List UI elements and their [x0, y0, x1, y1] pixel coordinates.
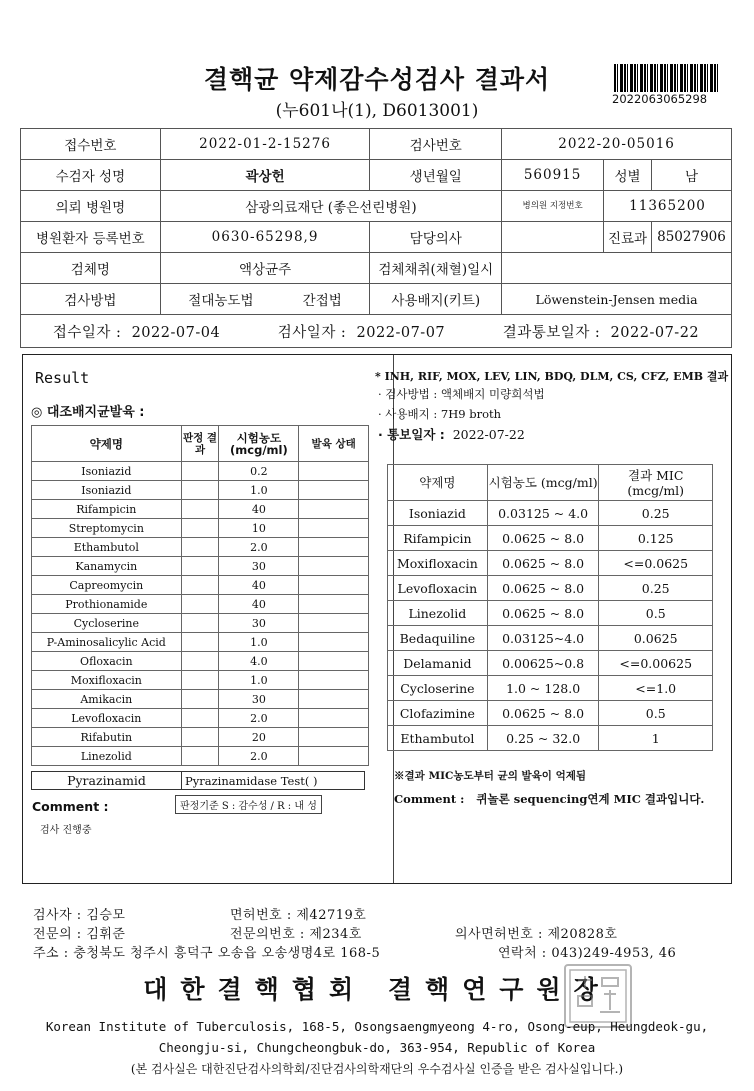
test-no: 2022-20-05016 — [502, 129, 732, 160]
growth-status — [299, 652, 369, 671]
judge-result — [181, 576, 219, 595]
table-row — [32, 709, 369, 728]
mic-result: 0.25 — [599, 576, 713, 601]
table-row — [32, 595, 369, 614]
mic-range: 0.0625 ~ 8.0 — [487, 526, 599, 551]
mic-result: <=0.00625 — [599, 651, 713, 676]
table-row — [388, 626, 713, 651]
judge-result — [181, 709, 219, 728]
judge-result — [181, 690, 219, 709]
table-row — [32, 671, 369, 690]
patient-name: 곽상헌 — [160, 160, 370, 191]
english-address-1: Korean Institute of Tuberculosis, 168-5, Osongsaengmyeong 4-ro, Osong-eup, Heungdeok-gu, — [45, 1019, 709, 1034]
test-concentration: 40 — [219, 576, 299, 595]
growth-status — [299, 671, 369, 690]
table-row — [388, 701, 713, 726]
mic-col-conc: 시험농도 (mcg/ml) — [487, 465, 599, 501]
reported-date: 결과통보일자 : 2022-07-22 — [502, 324, 700, 341]
mic-drug-list: * INH, RIF, MOX, LEV, LIN, BDQ, DLM, CS, CFZ, EMB 결과 — [375, 370, 729, 383]
test-concentration: 0.2 — [219, 462, 299, 481]
growth-status — [299, 709, 369, 728]
tested-date: 검사일자 : 2022-07-07 — [277, 324, 446, 341]
test-concentration: 20 — [219, 728, 299, 747]
table-row — [388, 501, 713, 526]
table-row — [32, 557, 369, 576]
test-concentration: 10 — [219, 519, 299, 538]
birth-label: 생년월일 — [370, 160, 502, 191]
growth-status — [299, 481, 369, 500]
dates-row — [21, 315, 732, 348]
test-concentration: 30 — [219, 557, 299, 576]
table-row — [388, 576, 713, 601]
judgment-criteria: 판정기준 S : 감수성 / R : 내 성 — [175, 795, 322, 814]
control-growth-title: ◎ 대조배지균발육 : — [31, 405, 145, 420]
patient-name-label: 수검자 성명 — [21, 160, 161, 191]
pza-drug: Pyrazinamid — [32, 772, 182, 790]
mic-result: 0.0625 — [599, 626, 713, 651]
drug-name: Kanamycin — [32, 557, 182, 576]
table-row — [32, 614, 369, 633]
table-row — [388, 651, 713, 676]
hospital-code: 11365200 — [604, 191, 732, 222]
left-comment: 검사 진행중 — [40, 825, 92, 836]
drug-name: Isoniazid — [32, 462, 182, 481]
growth-status — [299, 557, 369, 576]
drug-name: Rifabutin — [32, 728, 182, 747]
test-concentration: 1.0 — [219, 671, 299, 690]
mic-range: 0.0625 ~ 8.0 — [487, 551, 599, 576]
growth-status — [299, 614, 369, 633]
mic-result: 1 — [599, 726, 713, 751]
drug-name: Isoniazid — [32, 481, 182, 500]
judge-result — [181, 500, 219, 519]
test-concentration: 2.0 — [219, 747, 299, 766]
mic-range: 0.0625 ~ 8.0 — [487, 601, 599, 626]
table-row — [388, 726, 713, 751]
mic-result: <=1.0 — [599, 676, 713, 701]
growth-status — [299, 576, 369, 595]
growth-status — [299, 462, 369, 481]
barcode — [614, 64, 720, 92]
institute-name: 대한결핵협회 결핵연구원장 — [143, 975, 611, 1004]
received-date: 접수일자 : 2022-07-04 — [52, 324, 221, 341]
hospital-label: 의뢰 병원명 — [21, 191, 161, 222]
mic-medium: · 사용배지 : 7H9 broth — [378, 407, 502, 421]
drug-name: Moxifloxacin — [32, 671, 182, 690]
certification-note: (본 검사실은 대한진단검사의학회/진단검사의학재단의 우수검사실 인증을 받은 검사실입니다.) — [130, 1062, 624, 1076]
examiner-license: 면허번호 : 제42719호 — [230, 908, 367, 923]
mic-table — [387, 464, 713, 751]
mic-drug-name: Delamanid — [388, 651, 488, 676]
sex-value: 남 — [651, 160, 731, 191]
drug-name: Ofloxacin — [32, 652, 182, 671]
table-row — [32, 690, 369, 709]
mic-col-result: 결과 MIC (mcg/ml) — [599, 465, 713, 501]
mic-drug-name: Levofloxacin — [388, 576, 488, 601]
judge-result — [181, 519, 219, 538]
judge-result — [181, 595, 219, 614]
result-section — [22, 354, 732, 884]
address: 주소 : 충청북도 청주시 흥덕구 오송읍 오송생명4로 168-5 — [33, 946, 381, 961]
contact: 연락처 : 043)249-4953, 46 — [498, 946, 677, 961]
medium-value: Löwenstein-Jensen media — [502, 284, 732, 315]
drug-name: Ethambutol — [32, 538, 182, 557]
table-row — [32, 519, 369, 538]
hospital-code-label: 병의원 지정번호 — [502, 191, 604, 222]
pyrazinamide-row — [31, 771, 365, 790]
drug-name: Linezolid — [32, 747, 182, 766]
table-row — [32, 652, 369, 671]
sex-label: 성별 — [604, 160, 652, 191]
test-concentration: 2.0 — [219, 709, 299, 728]
mic-range: 0.03125 ~ 4.0 — [487, 501, 599, 526]
judge-result — [181, 728, 219, 747]
test-concentration: 30 — [219, 614, 299, 633]
mic-result: 0.125 — [599, 526, 713, 551]
judge-result — [181, 557, 219, 576]
mic-range: 1.0 ~ 128.0 — [487, 676, 599, 701]
mic-range: 0.03125~4.0 — [487, 626, 599, 651]
test-concentration: 4.0 — [219, 652, 299, 671]
mic-range: 0.0625 ~ 8.0 — [487, 701, 599, 726]
method-label: 검사방법 — [21, 284, 161, 315]
table-row — [32, 576, 369, 595]
specialist: 전문의 : 김휘준 — [33, 927, 126, 942]
table-row — [32, 633, 369, 652]
test-concentration: 40 — [219, 500, 299, 519]
test-concentration: 30 — [219, 690, 299, 709]
drug-name: Rifampicin — [32, 500, 182, 519]
drug-name: P-Aminosalicylic Acid — [32, 633, 182, 652]
patient-info-table — [20, 128, 732, 348]
table-row — [388, 676, 713, 701]
birth-date: 560915 — [502, 160, 604, 191]
absolute-concentration-table — [31, 425, 369, 766]
mic-method: · 검사방법 : 액체배지 미량희석법 — [378, 387, 545, 401]
reg-no-label: 병원환자 등록번호 — [21, 222, 161, 253]
table-row — [32, 538, 369, 557]
mic-drug-name: Bedaquiline — [388, 626, 488, 651]
test-concentration: 40 — [219, 595, 299, 614]
specimen-label: 검체명 — [21, 253, 161, 284]
medium-label: 사용배지(키트) — [370, 284, 502, 315]
col-judge: 판정 결과 — [181, 426, 219, 462]
judge-result — [181, 462, 219, 481]
drug-name: Amikacin — [32, 690, 182, 709]
method-absolute: 절대농도법 — [188, 293, 254, 309]
department-label: 진료과 — [604, 222, 652, 253]
result-label: Result — [35, 369, 90, 387]
doctor-name — [502, 222, 604, 253]
mic-result: 0.5 — [599, 701, 713, 726]
mic-range: 0.25 ~ 32.0 — [487, 726, 599, 751]
mic-note: ※결과 MIC농도부터 균의 발육이 억제됨 — [394, 770, 587, 782]
english-address-2: Cheongju-si, Chungcheongbuk-do, 363-954, Republic of Korea — [158, 1040, 596, 1055]
test-concentration: 1.0 — [219, 633, 299, 652]
test-concentration: 2.0 — [219, 538, 299, 557]
drug-name: Levofloxacin — [32, 709, 182, 728]
table-row — [32, 728, 369, 747]
table-row — [388, 551, 713, 576]
department-value: 85027906 — [651, 222, 731, 253]
mic-range: 0.00625~0.8 — [487, 651, 599, 676]
drug-name: Capreomycin — [32, 576, 182, 595]
growth-status — [299, 538, 369, 557]
drug-name: Streptomycin — [32, 519, 182, 538]
doctor-label: 담당의사 — [370, 222, 502, 253]
judge-result — [181, 747, 219, 766]
growth-status — [299, 500, 369, 519]
mic-drug-name: Ethambutol — [388, 726, 488, 751]
drug-name: Cycloserine — [32, 614, 182, 633]
reg-no: 0630-65298,9 — [160, 222, 370, 253]
barcode-number: 2022063065298 — [612, 92, 708, 106]
col-conc: 시험농도 (mcg/ml) — [219, 426, 299, 462]
judge-result — [181, 481, 219, 500]
left-comment-label: Comment : — [32, 799, 109, 814]
growth-status — [299, 728, 369, 747]
growth-status — [299, 690, 369, 709]
receipt-no: 2022-01-2-15276 — [160, 129, 370, 160]
judge-result — [181, 538, 219, 557]
mic-result: 0.5 — [599, 601, 713, 626]
mic-result: <=0.0625 — [599, 551, 713, 576]
col-growth: 발육 상태 — [299, 426, 369, 462]
judge-result — [181, 614, 219, 633]
table-row — [32, 481, 369, 500]
table-row — [32, 747, 369, 766]
receipt-no-label: 접수번호 — [21, 129, 161, 160]
mic-result: 0.25 — [599, 501, 713, 526]
mic-comment: Comment : 퀴놀론 sequencing연계 MIC 결과입니다. — [394, 792, 705, 806]
growth-status — [299, 519, 369, 538]
table-row — [388, 601, 713, 626]
growth-status — [299, 633, 369, 652]
test-concentration: 1.0 — [219, 481, 299, 500]
mic-range: 0.0625 ~ 8.0 — [487, 576, 599, 601]
growth-status — [299, 747, 369, 766]
examiner: 검사자 : 김승모 — [33, 908, 126, 923]
hospital-name: 삼광의료재단 (좋은선린병원) — [160, 191, 501, 222]
document-title: 결핵균 약제감수성검사 결과서 — [203, 65, 551, 94]
table-row — [32, 500, 369, 519]
doctor-license: 의사면허번호 : 제20828호 — [455, 927, 618, 942]
judge-result — [181, 652, 219, 671]
mic-drug-name: Moxifloxacin — [388, 551, 488, 576]
mic-drug-name: Isoniazid — [388, 501, 488, 526]
mic-drug-name: Clofazimine — [388, 701, 488, 726]
mic-drug-name: Rifampicin — [388, 526, 488, 551]
table-row — [32, 462, 369, 481]
specimen-value: 액상균주 — [160, 253, 370, 284]
table-row — [388, 526, 713, 551]
collection-label: 검체채취(채혈)일시 — [370, 253, 502, 284]
collection-value — [502, 253, 732, 284]
judge-result — [181, 671, 219, 690]
document-subtitle: (누601나(1), D6013001) — [275, 101, 479, 121]
method-indirect: 간접법 — [302, 293, 342, 309]
growth-status — [299, 595, 369, 614]
mic-drug-name: Cycloserine — [388, 676, 488, 701]
pza-test: Pyrazinamidase Test( ) — [182, 772, 365, 790]
mic-col-drug: 약제명 — [388, 465, 488, 501]
mic-report-date: · 통보일자 : 2022-07-22 — [378, 427, 525, 442]
method-values — [160, 284, 370, 315]
specialist-number: 전문의번호 : 제234호 — [230, 927, 362, 942]
judge-result — [181, 633, 219, 652]
mic-drug-name: Linezolid — [388, 601, 488, 626]
test-no-label: 검사번호 — [370, 129, 502, 160]
drug-name: Prothionamide — [32, 595, 182, 614]
col-drug: 약제명 — [32, 426, 182, 462]
